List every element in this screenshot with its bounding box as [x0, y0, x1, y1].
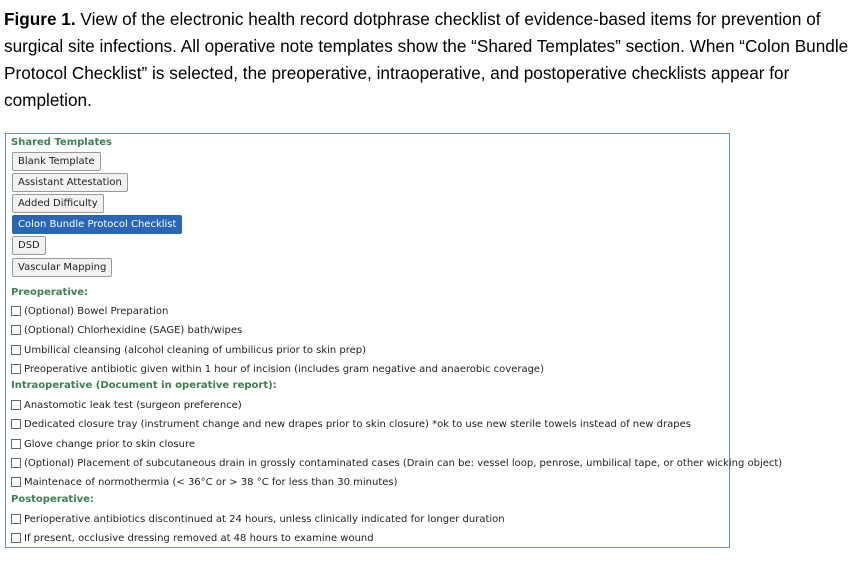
- figure-caption-text: View of the electronic health record dotphrase checklist of evidence-based items for prevention of surgical site infections. All operative note templates show the “Shared Templates” section. When “Colon Bundle Protocol Checklist” is selected, the preoperative, intraoperative, and postoperative checklists appear for completion.: [4, 9, 849, 110]
- figure-label: Figure 1.: [4, 9, 76, 29]
- checklist-item-label: Dedicated closure tray (instrument change and new drapes prior to skin closure) *ok to use new sterile towels instead of new drapes: [24, 418, 691, 430]
- blank-template-button[interactable]: Blank Template: [12, 152, 101, 171]
- checklist-item[interactable]: [11, 417, 691, 431]
- checkbox[interactable]: [11, 458, 21, 468]
- checkbox[interactable]: [11, 325, 21, 335]
- checklist-item[interactable]: [11, 362, 544, 376]
- checklist-item-label: (Optional) Placement of subcutaneous drain in grossly contaminated cases (Drain can be: vessel loop, penrose, umbilical tape, or other wicking object): [24, 457, 783, 469]
- colon-bundle-protocol-checklist-button[interactable]: Colon Bundle Protocol Checklist: [12, 215, 182, 234]
- checklist-item-label: Glove change prior to skin closure: [24, 438, 196, 450]
- preoperative-title: Preoperative:: [11, 287, 89, 298]
- checkbox[interactable]: [11, 533, 21, 543]
- checklist-item[interactable]: [11, 323, 242, 337]
- checklist-item[interactable]: [11, 398, 242, 412]
- checkbox[interactable]: [11, 477, 21, 487]
- vascular-mapping-button[interactable]: Vascular Mapping: [12, 258, 112, 277]
- checklist-item-label: (Optional) Bowel Preparation: [24, 305, 169, 317]
- checklist-item-label: (Optional) Chlorhexidine (SAGE) bath/wipes: [24, 324, 243, 336]
- checklist-item-label: If present, occlusive dressing removed at 48 hours to examine wound: [24, 532, 374, 544]
- checklist-item-label: Preoperative antibiotic given within 1 hour of incision (includes gram negative and anaerobic coverage): [24, 363, 544, 375]
- checkbox[interactable]: [11, 364, 21, 374]
- dsd-button[interactable]: DSD: [12, 236, 46, 255]
- checklist-item-label: Anastomotic leak test (surgeon preference): [24, 399, 242, 411]
- checklist-item[interactable]: [11, 512, 505, 526]
- shared-templates-title: Shared Templates: [11, 137, 112, 148]
- checkbox[interactable]: [11, 400, 21, 410]
- checklist-item[interactable]: [11, 456, 782, 470]
- checkbox[interactable]: [11, 419, 21, 429]
- checklist-item[interactable]: [11, 437, 195, 451]
- assistant-attestation-button[interactable]: Assistant Attestation: [12, 173, 128, 192]
- checklist-item[interactable]: [11, 304, 168, 318]
- figure-caption: [4, 6, 850, 114]
- checkbox[interactable]: [11, 439, 21, 449]
- checkbox[interactable]: [11, 306, 21, 316]
- postoperative-title: Postoperative:: [11, 494, 94, 505]
- checklist-item-label: Umbilical cleansing (alcohol cleaning of umbilicus prior to skin prep): [24, 344, 367, 356]
- checklist-item-label: Perioperative antibiotics discontinued at 24 hours, unless clinically indicated for longer duration: [24, 513, 505, 525]
- checklist-item[interactable]: [11, 343, 366, 357]
- checklist-item[interactable]: [11, 531, 374, 545]
- checkbox[interactable]: [11, 514, 21, 524]
- added-difficulty-button[interactable]: Added Difficulty: [12, 194, 104, 213]
- checkbox[interactable]: [11, 345, 21, 355]
- dotphrase-panel: [5, 133, 783, 548]
- checklist-item[interactable]: [11, 475, 398, 489]
- intraoperative-title: Intraoperative (Document in operative report):: [11, 380, 277, 391]
- checklist-item-label: Maintenace of normothermia (< 36°C or > 38 °C for less than 30 minutes): [24, 476, 398, 488]
